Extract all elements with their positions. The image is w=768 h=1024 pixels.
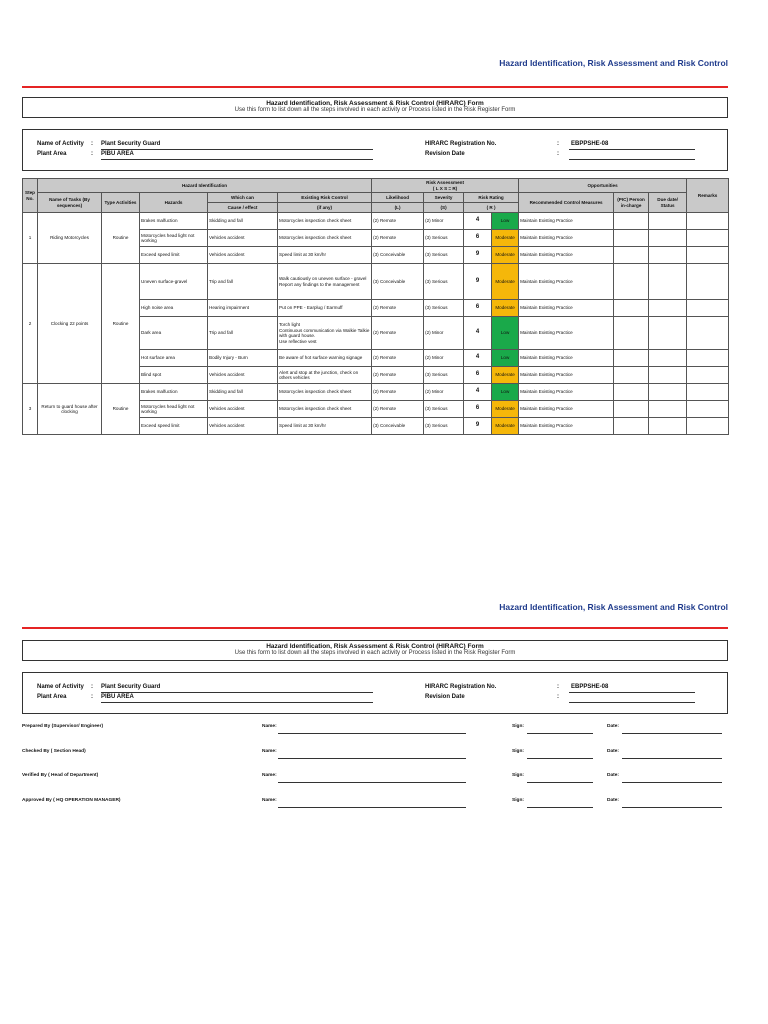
date-line[interactable] (622, 758, 722, 759)
likelihood-cell: (2) Remote (372, 230, 424, 247)
effect-cell: Hearing impairment (208, 300, 278, 317)
severity-cell: (2) Minor (424, 384, 464, 401)
effect-cell: Bodily Injury - Burn (208, 350, 278, 367)
effect-cell: Vehicles accident (208, 418, 278, 435)
severity-cell: (3) Serious (424, 264, 464, 300)
header-existing-control: Existing Risk Control (278, 193, 372, 203)
colon: : (91, 684, 93, 690)
due-cell (649, 317, 687, 350)
hazard-cell: Brakes malfuction (140, 384, 208, 401)
hazard-cell: Exceed speed limit (140, 418, 208, 435)
rating-number-cell: 4 (464, 317, 492, 350)
approval-row (22, 794, 728, 819)
form-subtitle-2: Use this form to list down all the steps involved in each activity or Process listed in the Risk Register Form (234, 650, 516, 656)
remarks-cell (687, 384, 729, 401)
approval-row (22, 720, 728, 745)
rev-underline (569, 159, 695, 160)
approvals-section (22, 720, 728, 818)
sign-line[interactable] (527, 733, 593, 734)
header-cause-effect: Cause / effect (208, 203, 278, 213)
measure-cell: Maintain Existing Practice (519, 213, 614, 230)
rating-number-cell: 4 (464, 384, 492, 401)
effect-cell: Skidding and fall (208, 213, 278, 230)
likelihood-cell: (3) Conceivable (372, 264, 424, 300)
risk-level-badge: Moderate (492, 247, 519, 264)
sign-line[interactable] (527, 782, 593, 783)
effect-cell: Vehicles accident (208, 230, 278, 247)
pic-cell (614, 401, 649, 418)
name-line[interactable] (278, 758, 466, 759)
activity-underline (101, 149, 373, 150)
header-due: Due date/ Status (649, 193, 687, 213)
approval-row (22, 769, 728, 794)
pic-cell (614, 418, 649, 435)
rev-underline (569, 702, 695, 703)
remarks-cell (687, 300, 729, 317)
area-value: PIBU AREA (101, 151, 134, 157)
table-row (23, 264, 729, 300)
approval-row (22, 745, 728, 770)
table-row (23, 213, 729, 230)
form-title-box (22, 97, 728, 118)
area-underline (101, 702, 373, 703)
due-cell (649, 213, 687, 230)
risk-level-badge: Moderate (492, 418, 519, 435)
remarks-cell (687, 264, 729, 300)
type-cell: Routine (102, 384, 140, 435)
rev-label: Revision Date (425, 694, 465, 700)
measure-cell: Maintain Existing Practice (519, 317, 614, 350)
remarks-cell (687, 367, 729, 384)
task-cell: Return to guard house after clocking (38, 384, 102, 435)
header-remarks: Remarks (687, 179, 729, 213)
remarks-cell (687, 401, 729, 418)
page-header (22, 58, 728, 68)
measure-cell: Maintain Existing Practice (519, 401, 614, 418)
type-cell: Routine (102, 264, 140, 384)
hazard-cell: Blind spot (140, 367, 208, 384)
rating-number-cell: 6 (464, 300, 492, 317)
remarks-cell (687, 213, 729, 230)
colon: : (91, 141, 93, 147)
header-red-line-2 (22, 627, 728, 629)
control-cell: Speed limit at 30 km/hr (278, 247, 372, 264)
rev-label: Revision Date (425, 151, 465, 157)
severity-cell: (2) Minor (424, 213, 464, 230)
header-severity: Severity (424, 193, 464, 203)
sign-label: Sign: (512, 748, 524, 754)
pic-cell (614, 367, 649, 384)
approval-role-label: Approved By ( HQ OPERATION MANAGER) (22, 797, 121, 803)
area-underline (101, 159, 373, 160)
likelihood-cell: (2) Remote (372, 213, 424, 230)
effect-cell: Trip and fall (208, 264, 278, 300)
risk-level-badge: Low (492, 317, 519, 350)
header-title: Hazard Identification, Risk Assessment and Risk Control (499, 58, 728, 68)
rating-number-cell: 4 (464, 213, 492, 230)
measure-cell: Maintain Existing Practice (519, 384, 614, 401)
activity-underline (101, 692, 373, 693)
area-value: PIBU AREA (101, 694, 134, 700)
rating-number-cell: 9 (464, 418, 492, 435)
remarks-cell (687, 230, 729, 247)
due-cell (649, 384, 687, 401)
risk-level-badge: Low (492, 213, 519, 230)
name-label: Name: (262, 797, 277, 803)
measure-cell: Maintain Existing Practice (519, 230, 614, 247)
name-label: Name: (262, 724, 277, 729)
sign-label: Sign: (512, 773, 524, 778)
page-header-2 (22, 602, 728, 612)
form-title: Hazard Identification, Risk Assessment & Risk Control (HIRARC) Form (266, 100, 484, 107)
sign-label: Sign: (512, 724, 524, 729)
risk-level-badge: Moderate (492, 401, 519, 418)
header-pic: (PIC) Person in-charge (614, 193, 649, 213)
reg-underline (569, 149, 695, 150)
reg-label: HIRARC Registration No. (425, 141, 497, 147)
risk-level-badge: Moderate (492, 264, 519, 300)
severity-cell: (3) Serious (424, 247, 464, 264)
risk-level-badge: Low (492, 384, 519, 401)
colon: : (91, 694, 93, 700)
hirarc-table (22, 178, 729, 435)
hazard-cell: Exceed speed limit (140, 247, 208, 264)
form-subtitle: Use this form to list down all the steps involved in each activity or Process listed in the Risk Register Form (234, 107, 516, 113)
reg-value: EBPPSHE-08 (571, 684, 609, 690)
activity-value: Plant Security Guard (101, 684, 161, 690)
pic-cell (614, 384, 649, 401)
step-cell: 1 (23, 213, 38, 264)
activity-label: Name of Activity (37, 684, 84, 690)
date-line[interactable] (622, 733, 722, 734)
effect-cell: Vehicles accident (208, 401, 278, 418)
likelihood-cell: (2) Remote (372, 367, 424, 384)
header-risk-rating-sym: ( R ) (464, 203, 519, 213)
header-likelihood-sym: (L) (372, 203, 424, 213)
activity-value: Plant Security Guard (101, 141, 161, 147)
due-cell (649, 264, 687, 300)
sign-label: Sign: (512, 797, 524, 803)
area-label: Plant Area (37, 151, 67, 157)
reg-label: HIRARC Registration No. (425, 684, 497, 690)
effect-cell: Trip and fall (208, 317, 278, 350)
risk-level-badge: Moderate (492, 300, 519, 317)
remarks-cell (687, 247, 729, 264)
measure-cell: Maintain Existing Practice (519, 350, 614, 367)
pic-cell (614, 213, 649, 230)
header-risk-assessment: Risk Assessment ( L X S = R) (372, 179, 519, 193)
task-cell: Clocking 22 points (38, 264, 102, 384)
control-cell: Motorcycles inspection check sheet (278, 213, 372, 230)
pic-cell (614, 264, 649, 300)
hazard-cell: Motorcycles head light not working (140, 401, 208, 418)
header-severity-sym: (S) (424, 203, 464, 213)
date-label: Date: (607, 724, 619, 729)
rating-number-cell: 6 (464, 230, 492, 247)
likelihood-cell: (2) Remote (372, 401, 424, 418)
header-opportunities: Opportunities (519, 179, 687, 193)
severity-cell: (2) Minor (424, 350, 464, 367)
risk-level-badge: Low (492, 350, 519, 367)
hazard-cell: Motorcycles head light not working (140, 230, 208, 247)
remarks-cell (687, 350, 729, 367)
header-step: Step No. (23, 179, 38, 213)
measure-cell: Maintain Existing Practice (519, 418, 614, 435)
date-label: Date: (607, 748, 619, 754)
date-line[interactable] (622, 807, 722, 808)
due-cell (649, 300, 687, 317)
activity-label: Name of Activity (37, 141, 84, 147)
control-cell: Torch light Continuous communication via Walkie Talkie with guard house. Use reflective vest (278, 317, 372, 350)
measure-cell: Maintain Existing Practice (519, 264, 614, 300)
hazard-cell: High noise area (140, 300, 208, 317)
name-line[interactable] (278, 733, 466, 734)
sign-line[interactable] (527, 758, 593, 759)
sign-line[interactable] (527, 807, 593, 808)
header-type: Type Activities (102, 193, 140, 213)
approval-role-label: Prepared By (Supervisor/ Engineer) (22, 724, 104, 729)
rating-number-cell: 6 (464, 367, 492, 384)
step-cell: 2 (23, 264, 38, 384)
control-cell: Motorcycles inspection check sheet (278, 384, 372, 401)
reg-value: EBPPSHE-08 (571, 141, 609, 147)
severity-cell: (3) Serious (424, 300, 464, 317)
pic-cell (614, 317, 649, 350)
name-label: Name: (262, 748, 277, 754)
control-cell: Motorcycles inspection check sheet (278, 401, 372, 418)
header-which-can: Which can (208, 193, 278, 203)
risk-level-badge: Moderate (492, 230, 519, 247)
likelihood-cell: (3) Conceivable (372, 418, 424, 435)
measure-cell: Maintain Existing Practice (519, 300, 614, 317)
header-hazards: Hazards (140, 193, 208, 213)
header-hazard-identification: Hazard Identification (38, 179, 372, 193)
control-cell: Be aware of hot surface warning signage (278, 350, 372, 367)
severity-cell: (3) Serious (424, 418, 464, 435)
header-if-any: (if any) (278, 203, 372, 213)
control-cell: Alert and stop at the junction, check on others vehicles (278, 367, 372, 384)
severity-cell: (3) Serious (424, 367, 464, 384)
effect-cell: Vehicles accident (208, 247, 278, 264)
info-box (22, 129, 728, 171)
due-cell (649, 401, 687, 418)
pic-cell (614, 300, 649, 317)
colon: : (91, 151, 93, 157)
likelihood-cell: (2) Remote (372, 384, 424, 401)
control-cell: Put on PPE - Earplug / Earmuff (278, 300, 372, 317)
effect-cell: Vehicles accident (208, 367, 278, 384)
control-cell: Speed limit at 30 km/hr (278, 418, 372, 435)
date-label: Date: (607, 797, 619, 803)
approval-role-label: Verified By ( Head of Department) (22, 773, 99, 778)
header-likelihood: Likelihood (372, 193, 424, 203)
colon: : (557, 684, 559, 690)
remarks-cell (687, 317, 729, 350)
table-row (23, 384, 729, 401)
likelihood-cell: (2) Remote (372, 300, 424, 317)
form-title-box-2 (22, 640, 728, 661)
step-cell: 3 (23, 384, 38, 435)
name-label: Name: (262, 773, 277, 778)
area-label: Plant Area (37, 694, 67, 700)
due-cell (649, 418, 687, 435)
colon: : (557, 694, 559, 700)
rating-number-cell: 4 (464, 350, 492, 367)
approval-role-label: Checked By ( Section Head) (22, 748, 86, 754)
date-line[interactable] (622, 782, 722, 783)
header-tasks: Name of Tasks (By sequences) (38, 193, 102, 213)
pic-cell (614, 350, 649, 367)
task-cell: Riding Motorcycles (38, 213, 102, 264)
hazard-cell: Dark area (140, 317, 208, 350)
severity-cell: (3) Serious (424, 401, 464, 418)
rating-number-cell: 9 (464, 264, 492, 300)
severity-cell: (2) Minor (424, 317, 464, 350)
due-cell (649, 247, 687, 264)
header-risk-rating: Risk Rating (464, 193, 519, 203)
likelihood-cell: (3) Conceivable (372, 247, 424, 264)
header-title-2: Hazard Identification, Risk Assessment and Risk Control (499, 602, 728, 612)
colon: : (557, 141, 559, 147)
reg-underline (569, 692, 695, 693)
header-recommended: Recommended Control Measures (519, 193, 614, 213)
hazard-cell: Uneven surface-gravel (140, 264, 208, 300)
colon: : (557, 151, 559, 157)
pic-cell (614, 230, 649, 247)
measure-cell: Maintain Existing Practice (519, 247, 614, 264)
due-cell (649, 350, 687, 367)
control-cell: Motorcycles inspection check sheet (278, 230, 372, 247)
date-label: Date: (607, 773, 619, 778)
header-red-line (22, 86, 728, 88)
measure-cell: Maintain Existing Practice (519, 367, 614, 384)
severity-cell: (3) Serious (424, 230, 464, 247)
risk-level-badge: Moderate (492, 367, 519, 384)
likelihood-cell: (2) Remote (372, 317, 424, 350)
form-title-2: Hazard Identification, Risk Assessment & Risk Control (HIRARC) Form (266, 643, 484, 650)
due-cell (649, 230, 687, 247)
rating-number-cell: 6 (464, 401, 492, 418)
likelihood-cell: (2) Remote (372, 350, 424, 367)
pic-cell (614, 247, 649, 264)
effect-cell: Skidding and fall (208, 384, 278, 401)
due-cell (649, 367, 687, 384)
info-box-2 (22, 672, 728, 714)
control-cell: Walk cautiously on uneven surface - gravel Report any findings to the management (278, 264, 372, 300)
hazard-cell: Brakes malfuction (140, 213, 208, 230)
rating-number-cell: 9 (464, 247, 492, 264)
name-line[interactable] (278, 782, 466, 783)
name-line[interactable] (278, 807, 466, 808)
type-cell: Routine (102, 213, 140, 264)
hazard-cell: Hot surface area (140, 350, 208, 367)
remarks-cell (687, 418, 729, 435)
